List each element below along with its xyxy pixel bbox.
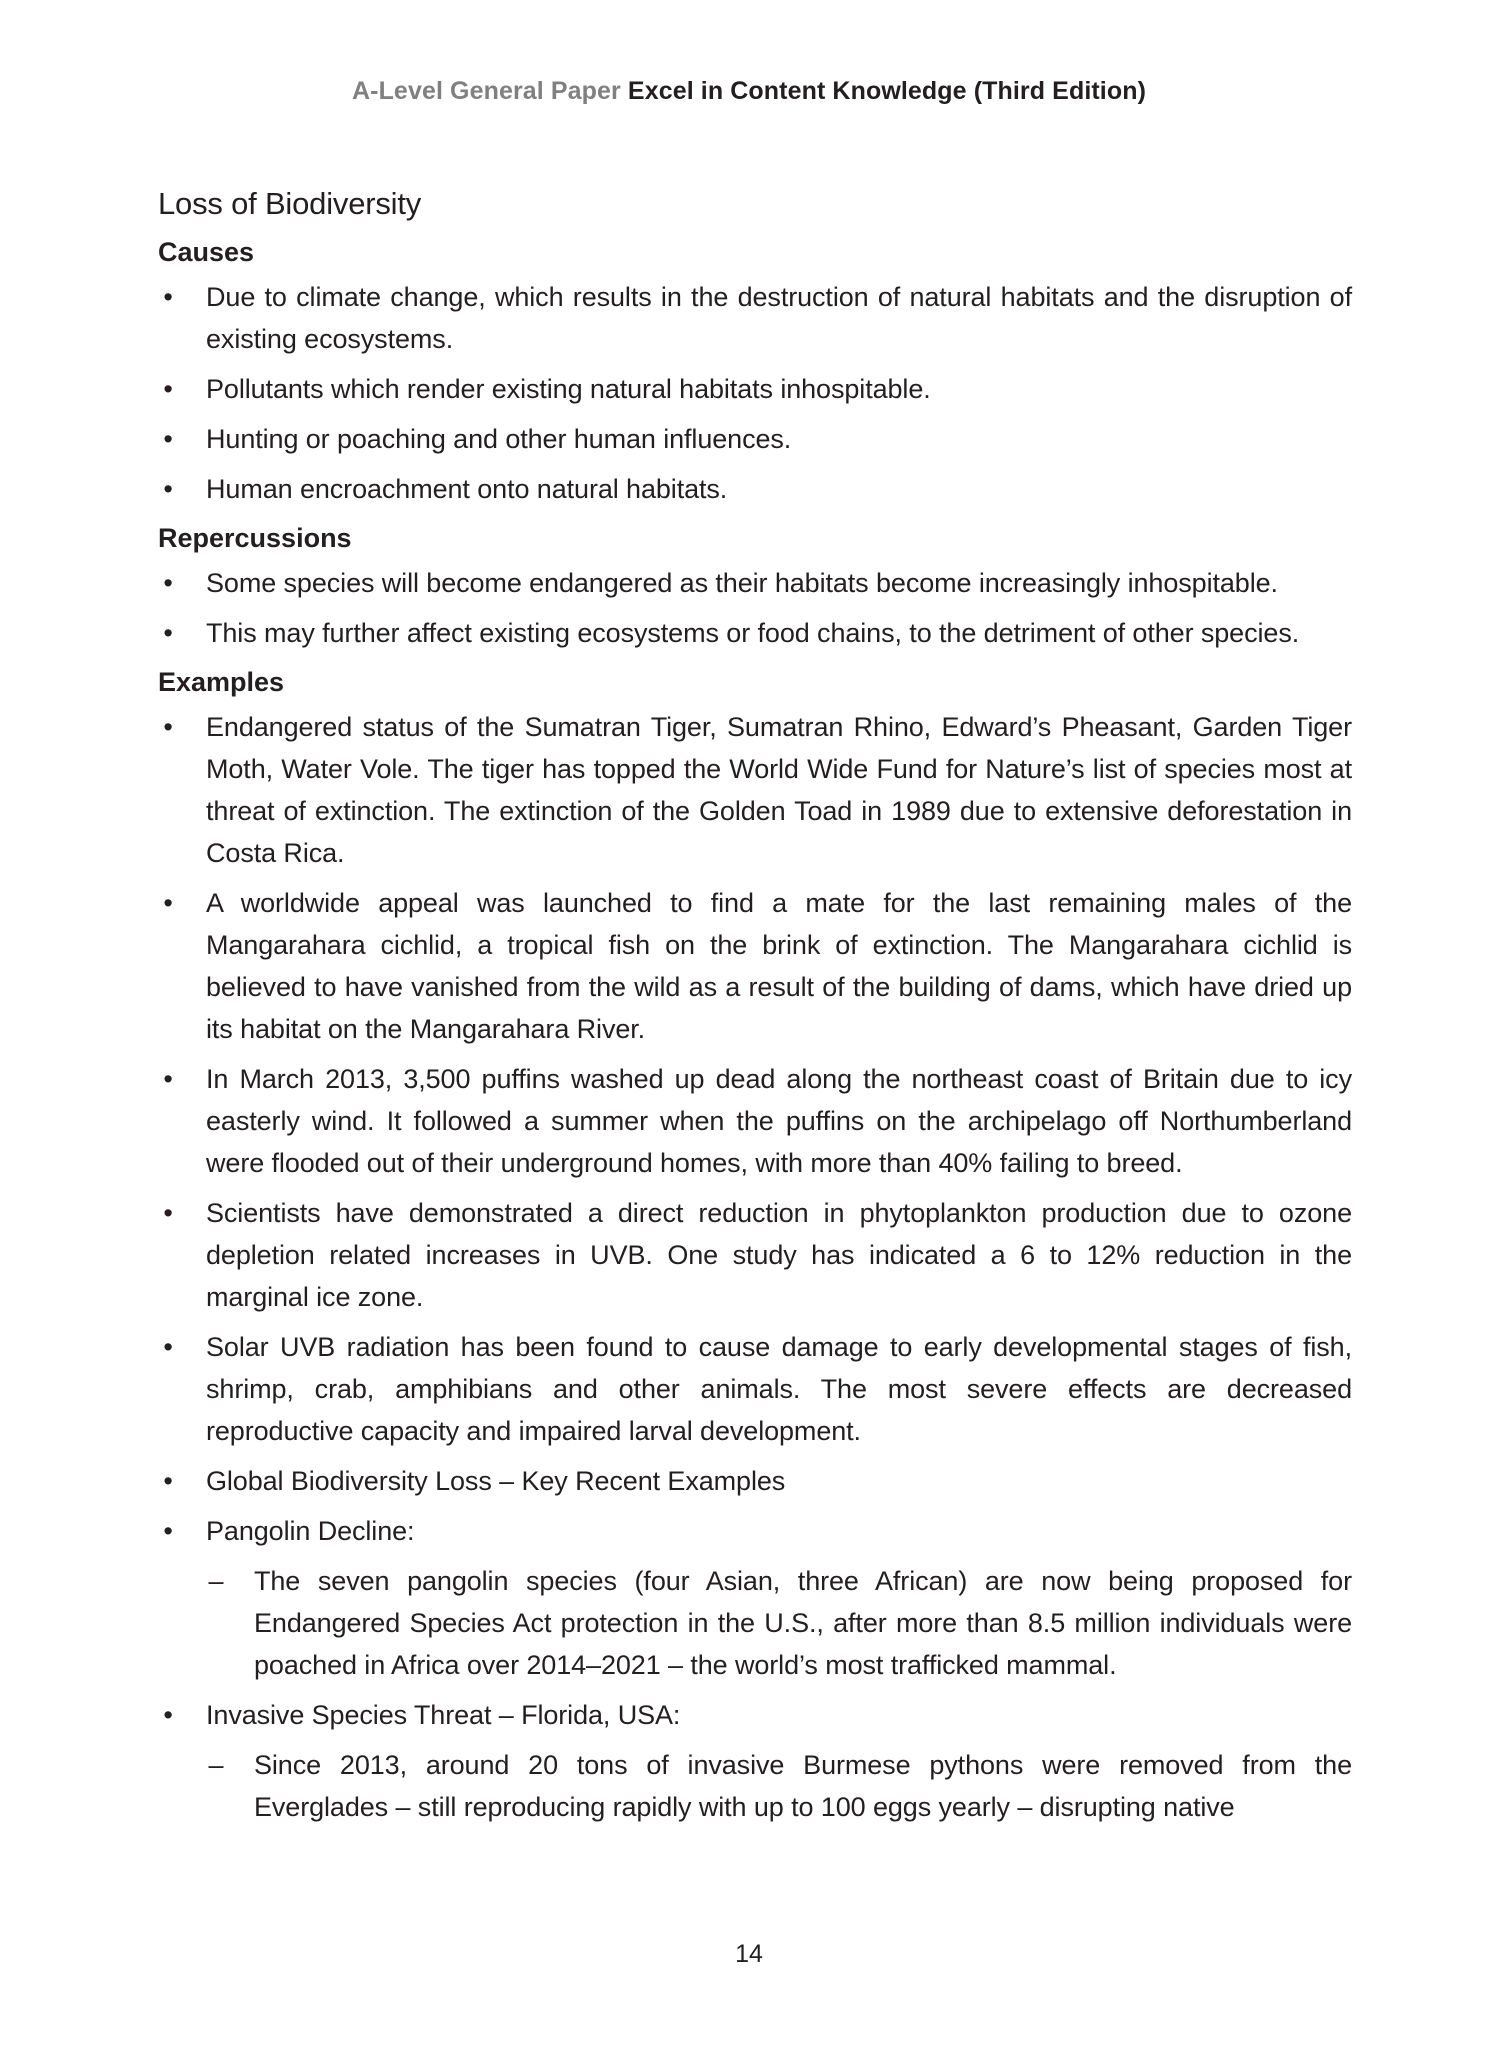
- list-item: [158, 562, 1352, 604]
- sub-list-item: [206, 1560, 1352, 1686]
- list-item: [158, 1192, 1352, 1318]
- causes-heading: Causes: [158, 237, 255, 267]
- list-item: [158, 468, 1352, 510]
- list-item-text: In March 2013, 3,500 puffins washed up dead along the northeast coast of Britain due to icy easterly wind. It followed a summer when the puffins on the archipelago off Northumberland were flooded out of their underground homes, with more than 40% failing to breed.: [206, 1064, 1352, 1178]
- running-header: [0, 74, 1498, 108]
- list-item-text: Endangered status of the Sumatran Tiger, Sumatran Rhino, Edward’s Pheasant, Garden Tiger Moth, Water Vole. The tiger has topped the World Wide Fund for Nature’s list of species most at threat of extinction. The extinction of the Golden Toad in 1989 due to extensive deforestation in Costa Rica.: [206, 712, 1352, 868]
- bullet-icon: •: [163, 1466, 173, 1496]
- bullet-icon: •: [163, 1198, 173, 1228]
- bullet-icon: •: [163, 712, 173, 742]
- pangolin-sublist: [206, 1560, 1352, 1686]
- list-item-text: Due to climate change, which results in the destruction of natural habitats and the disruption of existing ecosystems.: [206, 282, 1352, 354]
- repercussions-heading: Repercussions: [158, 523, 352, 553]
- header-series: A-Level General Paper: [351, 77, 621, 105]
- bullet-icon: •: [163, 1516, 173, 1546]
- dash-icon: –: [208, 1566, 224, 1596]
- bullet-icon: •: [163, 474, 173, 504]
- list-item: [158, 1326, 1352, 1452]
- page-number: 14: [735, 1940, 763, 1968]
- list-item: [158, 276, 1352, 360]
- bullet-icon: •: [163, 888, 173, 918]
- list-item: [158, 418, 1352, 460]
- list-item: [158, 612, 1352, 654]
- list-item-text: Some species will become endangered as their habitats become increasingly inhospitable.: [206, 568, 1278, 598]
- sub-list-item-text: Since 2013, around 20 tons of invasive Burmese pythons were removed from the Everglades – still reproducing rapidly with up to 100 eggs yearly – disrupting native: [254, 1750, 1352, 1822]
- bullet-icon: •: [163, 1064, 173, 1094]
- list-item: [158, 1460, 1352, 1502]
- list-item-text: Pollutants which render existing natural habitats inhospitable.: [206, 374, 931, 404]
- section-title: Loss of Biodiversity: [158, 186, 422, 221]
- bullet-icon: •: [163, 1700, 173, 1730]
- causes-list: [158, 276, 1352, 510]
- repercussions-list: [158, 562, 1352, 654]
- list-item: [158, 706, 1352, 874]
- examples-list: [158, 706, 1352, 1828]
- list-item-text: Scientists have demonstrated a direct reduction in phytoplankton production due to ozone depletion related increases in UVB. One study has indicated a 6 to 12% reduction in the marginal ice zone.: [206, 1198, 1352, 1312]
- list-item-text: Pangolin Decline:: [206, 1516, 415, 1546]
- list-item-text: Global Biodiversity Loss – Key Recent Examples: [206, 1466, 786, 1496]
- list-item-text: A worldwide appeal was launched to find a mate for the last remaining males of the Mangarahara cichlid, a tropical fish on the brink of extinction. The Mangarahara cichlid is believed to have vanished from the wild as a result of the building of dams, which have dried up its habitat on the Mangarahara River.: [206, 888, 1352, 1044]
- bullet-icon: •: [163, 424, 173, 454]
- list-item: [158, 368, 1352, 410]
- bullet-icon: •: [163, 618, 173, 648]
- bullet-icon: •: [163, 282, 173, 312]
- list-item-text: Hunting or poaching and other human influences.: [206, 424, 792, 454]
- bullet-icon: •: [163, 568, 173, 598]
- dash-icon: –: [208, 1750, 224, 1780]
- bullet-icon: •: [163, 374, 173, 404]
- list-item-text: Human encroachment onto natural habitats.: [206, 474, 728, 504]
- header-title: Excel in Content Knowledge (Third Edition): [627, 77, 1147, 105]
- list-item: [158, 1694, 1352, 1828]
- invasive-sublist: [206, 1744, 1352, 1828]
- examples-heading: Examples: [158, 667, 285, 697]
- list-item: [158, 882, 1352, 1050]
- list-item-text: Solar UVB radiation has been found to cause damage to early developmental stages of fish, shrimp, crab, amphibians and other animals. The most severe effects are decreased reproductive capacity and impaired larval development.: [206, 1332, 1352, 1446]
- page-content: [158, 184, 1352, 1838]
- list-item: [158, 1058, 1352, 1184]
- list-item-text: This may further affect existing ecosystems or food chains, to the detriment of other species.: [206, 618, 1300, 648]
- sub-list-item-text: The seven pangolin species (four Asian, three African) are now being proposed for Endangered Species Act protection in the U.S., after more than 8.5 million individuals were poached in Africa over 2014–2021 – the world’s most trafficked mammal.: [254, 1566, 1352, 1680]
- sub-list-item: [206, 1744, 1352, 1828]
- list-item-text: Invasive Species Threat – Florida, USA:: [206, 1700, 681, 1730]
- list-item: [158, 1510, 1352, 1686]
- bullet-icon: •: [163, 1332, 173, 1362]
